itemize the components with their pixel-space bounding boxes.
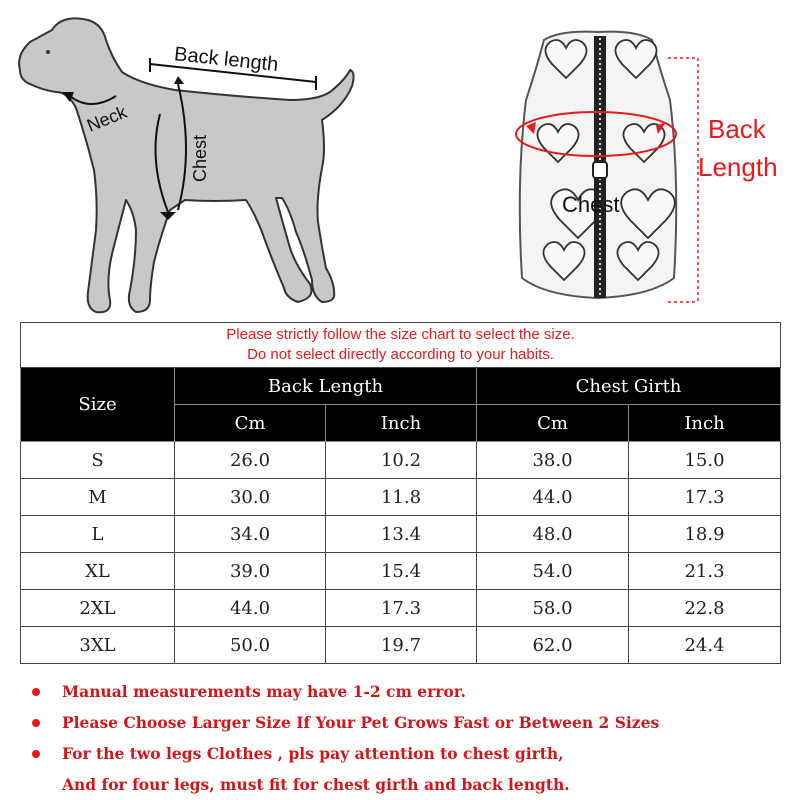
cell-back-cm: 44.0 xyxy=(175,590,326,627)
note-text: For the two legs Clothes , pls pay attention to chest girth, xyxy=(62,744,564,763)
leash-ring xyxy=(593,162,607,178)
header-back-inch: Inch xyxy=(326,405,477,442)
cell-size: S xyxy=(21,442,175,479)
bullet-icon xyxy=(32,719,40,727)
note-item xyxy=(32,707,792,738)
size-notice-line2: Do not select directly according to your habits. xyxy=(247,346,554,363)
cell-chest-inch: 18.9 xyxy=(629,516,781,553)
header-chest-cm: Cm xyxy=(477,405,629,442)
note-item xyxy=(32,676,792,707)
cell-back-inch: 15.4 xyxy=(326,553,477,590)
vest-illustration xyxy=(500,30,800,320)
cell-chest-cm: 58.0 xyxy=(477,590,629,627)
cell-back-cm: 26.0 xyxy=(175,442,326,479)
cell-chest-cm: 48.0 xyxy=(477,516,629,553)
cell-back-cm: 30.0 xyxy=(175,479,326,516)
table-row xyxy=(21,627,781,664)
cell-size: L xyxy=(21,516,175,553)
bullet-icon xyxy=(32,688,40,696)
size-chart-table xyxy=(20,322,781,664)
cell-back-inch: 19.7 xyxy=(326,627,477,664)
dog-measurement-diagram xyxy=(0,0,420,322)
cell-chest-cm: 44.0 xyxy=(477,479,629,516)
note-text: Manual measurements may have 1-2 cm error. xyxy=(62,682,466,701)
cell-back-cm: 50.0 xyxy=(175,627,326,664)
cell-size: XL xyxy=(21,553,175,590)
note-item xyxy=(32,738,792,769)
notes-list xyxy=(32,676,792,800)
vest-back-label-line2: Length xyxy=(698,152,778,182)
note-text: And for four legs, must fit for chest girth and back length. xyxy=(62,775,570,794)
cell-chest-cm: 54.0 xyxy=(477,553,629,590)
cell-back-inch: 11.8 xyxy=(326,479,477,516)
cell-chest-inch: 21.3 xyxy=(629,553,781,590)
cell-chest-cm: 38.0 xyxy=(477,442,629,479)
cell-size: 2XL xyxy=(21,590,175,627)
dog-silhouette-illustration xyxy=(0,0,420,322)
cell-chest-inch: 17.3 xyxy=(629,479,781,516)
header-back-length: Back Length xyxy=(175,368,477,405)
neck-label: Neck xyxy=(84,101,130,136)
cell-back-inch: 17.3 xyxy=(326,590,477,627)
header-chest-inch: Inch xyxy=(629,405,781,442)
cell-back-inch: 10.2 xyxy=(326,442,477,479)
note-item-continuation xyxy=(32,769,792,800)
dog-eye-icon xyxy=(46,50,50,54)
cell-chest-cm: 62.0 xyxy=(477,627,629,664)
chest-label: Chest xyxy=(190,134,210,182)
size-notice-line1: Please strictly follow the size chart to select the size. xyxy=(226,326,575,343)
bullet-icon xyxy=(32,750,40,758)
header-chest-girth: Chest Girth xyxy=(477,368,781,405)
cell-chest-inch: 22.8 xyxy=(629,590,781,627)
size-notice xyxy=(21,323,781,368)
table-row xyxy=(21,479,781,516)
table-row xyxy=(21,590,781,627)
cell-chest-inch: 15.0 xyxy=(629,442,781,479)
note-text: Please Choose Larger Size If Your Pet Grows Fast or Between 2 Sizes xyxy=(62,713,660,732)
vest-chest-label: Chest xyxy=(562,192,620,217)
cell-chest-inch: 24.4 xyxy=(629,627,781,664)
vest-back-label-line1: Back xyxy=(708,114,766,144)
header-size: Size xyxy=(21,368,175,442)
vest-measurement-diagram xyxy=(500,30,800,320)
table-row xyxy=(21,516,781,553)
table-row xyxy=(21,442,781,479)
header-back-cm: Cm xyxy=(175,405,326,442)
cell-size: 3XL xyxy=(21,627,175,664)
back-length-label: Back length xyxy=(173,43,280,77)
cell-back-cm: 39.0 xyxy=(175,553,326,590)
cell-size: M xyxy=(21,479,175,516)
cell-back-cm: 34.0 xyxy=(175,516,326,553)
table-row xyxy=(21,553,781,590)
cell-back-inch: 13.4 xyxy=(326,516,477,553)
